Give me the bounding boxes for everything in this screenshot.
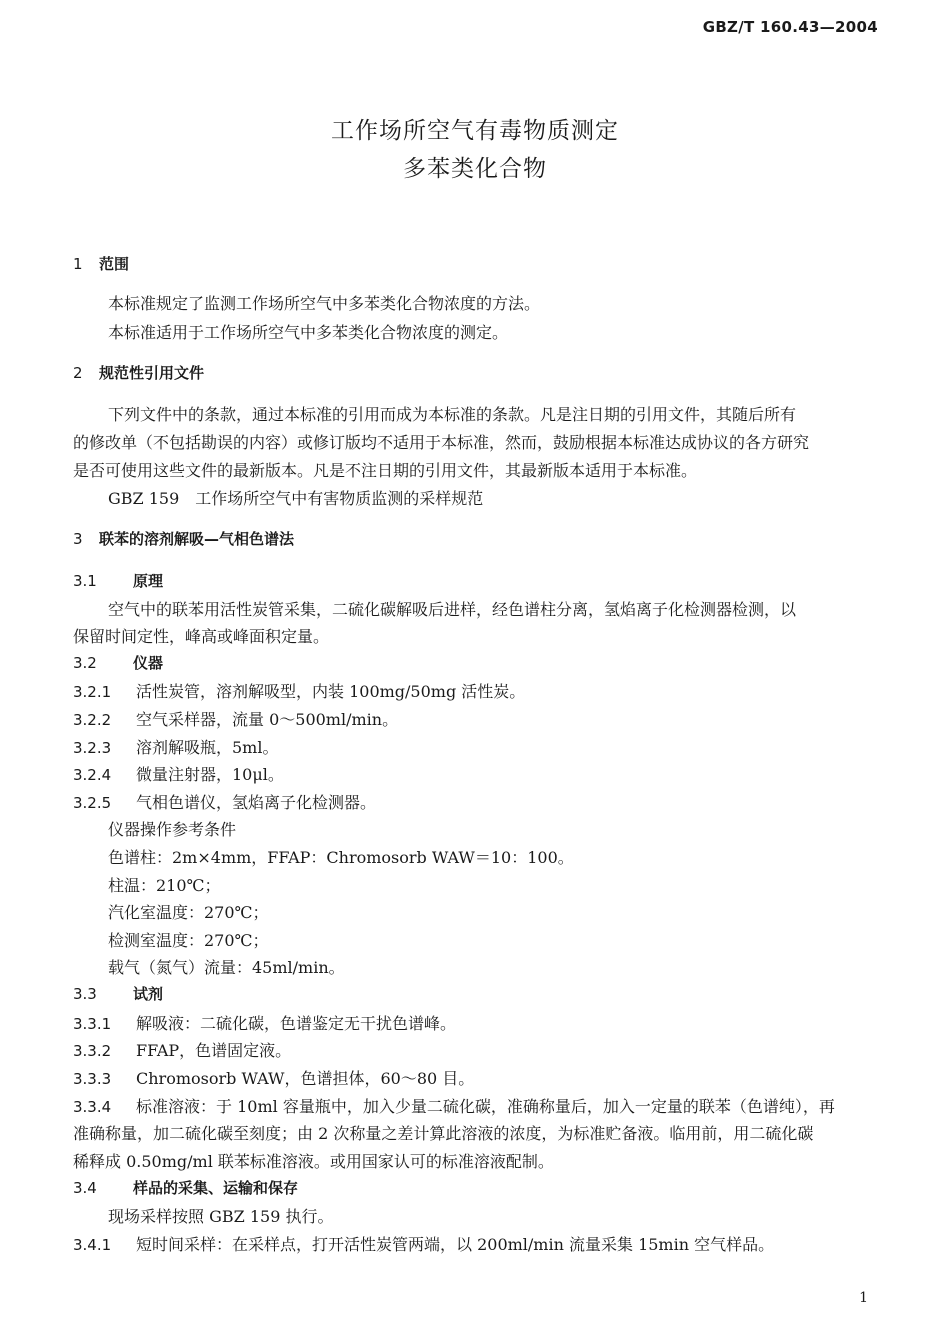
subsection-3-4-heading: [73, 1177, 298, 1198]
list-item: [73, 679, 525, 702]
paragraph-line: 的修改单（不包括勘误的内容）或修订版均不适用于本标准，然而，鼓励根据本标准达成协议的各方研究: [73, 433, 810, 452]
item-text: Chromosorb WAW，色谱担体，60～80 目。: [136, 1069, 475, 1088]
list-item: [73, 1011, 456, 1034]
subsection-3-1-heading: [73, 570, 163, 591]
condition-line: 柱温：210℃；: [108, 876, 221, 895]
list-item: [73, 1232, 774, 1255]
section-title: 联苯的溶剂解吸—气相色谱法: [99, 530, 295, 548]
paragraph: 现场采样按照 GBZ 159 执行。: [108, 1207, 334, 1226]
subsection-number: 3.1: [73, 572, 97, 590]
item-number: 3.2.1: [73, 683, 112, 701]
subsection-number: 3.2: [73, 654, 97, 672]
subsection-title: 试剂: [133, 985, 164, 1003]
paragraph-line: 准确称量，加二硫化碳至刻度；由 2 次称量之差计算此溶液的浓度，为标准贮备液。临用前，用二硫化碳: [73, 1124, 814, 1143]
standard-code: GBZ/T 160.43—2004: [702, 18, 878, 36]
item-text: 活性炭管，溶剂解吸型，内装 100mg/50mg 活性炭。: [136, 682, 526, 701]
list-item: [73, 790, 376, 813]
condition-line: 汽化室温度：270℃；: [108, 903, 269, 922]
item-number: 3.3.4: [73, 1098, 112, 1116]
condition-line: 载气（氮气）流量：45ml/min。: [108, 958, 345, 977]
list-item: [73, 1066, 474, 1089]
document-title: 工作场所空气有毒物质测定: [331, 118, 619, 144]
item-text: 解吸液：二硫化碳，色谱鉴定无干扰色谱峰。: [136, 1014, 457, 1033]
condition-line: 仪器操作参考条件: [108, 820, 237, 839]
paragraph: 本标准适用于工作场所空气中多苯类化合物浓度的测定。: [108, 323, 509, 342]
item-text: 短时间采样：在采样点，打开活性炭管两端，以 200ml/min 流量采集 15min 空气样品。: [136, 1235, 775, 1254]
list-item: [73, 762, 284, 785]
subsection-number: 3.3: [73, 985, 97, 1003]
item-number: 3.3.1: [73, 1015, 112, 1033]
section-number: 2: [73, 364, 83, 382]
section-title: 规范性引用文件: [99, 364, 205, 382]
section-title: 范围: [99, 255, 130, 273]
paragraph: 本标准规定了监测工作场所空气中多苯类化合物浓度的方法。: [108, 294, 541, 313]
item-number: 3.3.2: [73, 1042, 112, 1060]
section-1-heading: [73, 253, 129, 274]
paragraph-line: 下列文件中的条款，通过本标准的引用而成为本标准的条款。凡是注日期的引用文件，其随后所有: [108, 405, 797, 424]
item-number: 3.2.2: [73, 711, 112, 729]
list-item: [73, 1038, 291, 1061]
item-text: FFAP，色谱固定液。: [136, 1041, 292, 1060]
condition-line: 色谱柱：2m×4mm，FFAP：Chromosorb WAW＝10：100。: [108, 848, 574, 867]
item-number: 3.4.1: [73, 1236, 112, 1254]
reference-entry: GBZ 159 工作场所空气中有害物质监测的采样规范: [108, 489, 484, 508]
paragraph-line: 空气中的联苯用活性炭管采集，二硫化碳解吸后进样，经色谱柱分离，氢焰离子化检测器检测，以: [108, 600, 797, 619]
list-item: [73, 735, 278, 758]
subsection-number: 3.4: [73, 1179, 97, 1197]
item-number: 3.3.3: [73, 1070, 112, 1088]
document-subtitle: 多苯类化合物: [403, 156, 547, 182]
subsection-title: 仪器: [133, 654, 164, 672]
item-text: 空气采样器，流量 0～500ml/min。: [136, 710, 399, 729]
condition-line: 检测室温度：270℃；: [108, 931, 269, 950]
item-number: 3.2.4: [73, 766, 112, 784]
subsection-title: 原理: [133, 572, 164, 590]
item-text: 标准溶液：于 10ml 容量瓶中，加入少量二硫化碳，准确称量后，加入一定量的联苯（色谱纯），再: [136, 1097, 835, 1116]
list-item: [73, 1094, 835, 1117]
item-text: 气相色谱仪，氢焰离子化检测器。: [136, 793, 377, 812]
item-text: 溶剂解吸瓶，5ml。: [136, 738, 279, 757]
list-item: [73, 707, 398, 730]
subsection-title: 样品的采集、运输和保存: [133, 1179, 299, 1197]
section-3-heading: [73, 528, 294, 549]
item-number: 3.2.5: [73, 794, 112, 812]
section-number: 3: [73, 530, 83, 548]
subsection-3-2-heading: [73, 652, 163, 673]
section-2-heading: [73, 362, 204, 383]
page-number: 1: [859, 1290, 868, 1306]
paragraph-line: 稀释成 0.50mg/ml 联苯标准溶液。或用国家认可的标准溶液配制。: [73, 1152, 554, 1171]
paragraph-line: 保留时间定性，峰高或峰面积定量。: [73, 627, 330, 646]
paragraph-line: 是否可使用这些文件的最新版本。凡是不注日期的引用文件，其最新版本适用于本标准。: [73, 461, 698, 480]
item-number: 3.2.3: [73, 739, 112, 757]
subsection-3-3-heading: [73, 983, 163, 1004]
item-text: 微量注射器，10μl。: [136, 765, 284, 784]
section-number: 1: [73, 255, 83, 273]
